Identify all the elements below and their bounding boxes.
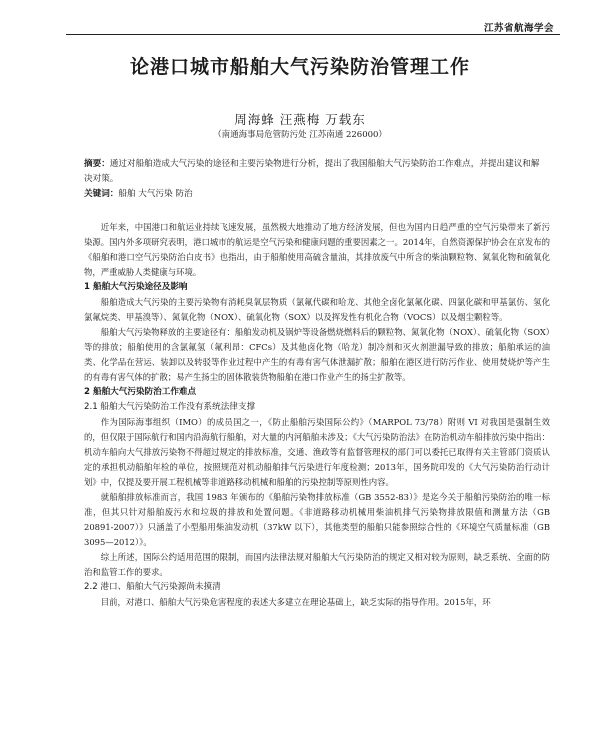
journal-name: 江苏省航海学会 (483, 23, 554, 34)
abstract-label: 摘要： (84, 159, 110, 169)
abstract-block (84, 157, 544, 202)
author-affiliation: （南通海事局危管防污处 江苏南通 226000） (213, 130, 387, 140)
paragraph-sources: 目前，对港口、船舶大气污染危害程度的表述大多建立在理论基础上，缺乏实际的指导作用。2015年，环 (100, 597, 491, 607)
paragraph-pollutants: 船舶造成大气污染的主要污染物有消耗臭氧层物质（氯氟代碳和哈龙、其他全卤化氯氟化碳、四氯化碳和甲基氯仿、氢化氯氟烷类、甲基溴等）、氮氧化物（NOX）、硫氧化物（SOX）以及挥发性有机化合物（VOCS）以及烟尘颗粒等。 (84, 297, 550, 322)
paragraph-intro: 近年来，中国港口和航运业持续飞速发展，虽然极大地推动了地方经济发展，但也为国内日趋严重的空气污染带来了新污染源。国内外多项研究表明，港口城市的航运是空气污染和健康问题的重要因素之一。2014年，自然资源保护协会在京发布的《船舶和港口空气污染防治白皮书》也指出，由于船舶使用高硫含量油，其排放废气中所含的柴油颗粒物、氮氧化物和硫氧化物，严重威胁人类健康与环境。 (84, 222, 550, 277)
subsection-heading-2-1: 2.1 船舶大气污染防治工作没有系统法律支撑 (84, 402, 256, 412)
section-heading-2: 2 船舶大气污染防治工作难点 (84, 387, 197, 397)
subsection-heading-2-2: 2.2 港口、船舶大气污染源尚未摸清 (84, 582, 221, 592)
abstract-text: 通过对船舶造成大气污染的途径和主要污染物进行分析，提出了我国船舶大气污染防治工作难点，并提出建议和解决对策。 (84, 159, 540, 184)
paragraph-pathways: 船舶大气污染物释放的主要途径有：船舶发动机及锅炉等设备燃烧燃料后的颗粒物、氮氧化物（NOX）、硫氧化物（SOX）等的排放；船舶使用的含氯氟氢（氟利昂：CFCs）及其他卤化物（哈龙）制冷剂和灭火剂泄漏导致的排放；船舶承运的油类、化学品在营运、装卸以及转驳等作业过程中产生的有毒有害气体泄漏扩散；船舶在港区进行防污作业、使用焚烧炉等产生的有毒有害气体的扩散；易产生扬尘的固体散装货物船舶在港口作业产生的扬尘扩散等。 (84, 327, 550, 382)
keywords-label: 关键词： (84, 189, 119, 199)
section-heading-1: 1 船舶大气污染途径及影响 (84, 282, 188, 292)
keywords (84, 187, 544, 202)
paragraph-standards: 就船舶排放标准而言，我国 1983 年颁布的《船舶污染物排放标准（GB 3552-83）》是迄今关于船舶污染防治的唯一标准，但其只针对船舶废污水和垃圾的排放和处置问题。《非道路移动机械用柴油机排气污染物排放限值和测量方法（GB 20891-2007）》只涵盖了小型船用柴油发动机（37kW 以下），其他类型的船舶只能参照综合性的《环境空气质量标准（GB 3095—2012）》。 (84, 492, 550, 547)
paper-authors: 周海蜂 汪燕梅 万载东 (234, 112, 366, 127)
paragraph-law: 作为国际海事组织（IMO）的成员国之一，《防止船舶污染国际公约》（MARPOL 73/78）附则 VI 对我国是强制生效的，但仅限于国际航行和国内沿海航行船舶，对大量的内河船舶未涉及；《大气污染防治法》在防治机动车船排放污染中指出：机动车船向大气排放污染物不得超过规定的排放标准，交通、渔政等有监督管理权的部门可以委托已取得有关主管部门资质认定的承担机动船舶年检的单位，按照规范对机动船舶排气污染进行年度检测；2013年，国务院印发的《大气污染防治行动计划》中，仅提及要开展工程机械等非道路移动机械和船舶的污染控制等原则性内容。 (84, 417, 550, 487)
paper-title: 论港口城市船舶大气污染防治管理工作 (129, 56, 470, 78)
keywords-text: 船舶 大气污染 防治 (118, 189, 193, 199)
paragraph-summary: 综上所述，国际公约适用范围的限制，而国内法律法规对船舶大气污染防治的规定又相对较为原则，缺乏系统、全面的防治和监管工作的要求。 (84, 552, 550, 577)
body-text (84, 220, 550, 610)
abstract (84, 157, 544, 187)
header-divider (66, 34, 560, 35)
